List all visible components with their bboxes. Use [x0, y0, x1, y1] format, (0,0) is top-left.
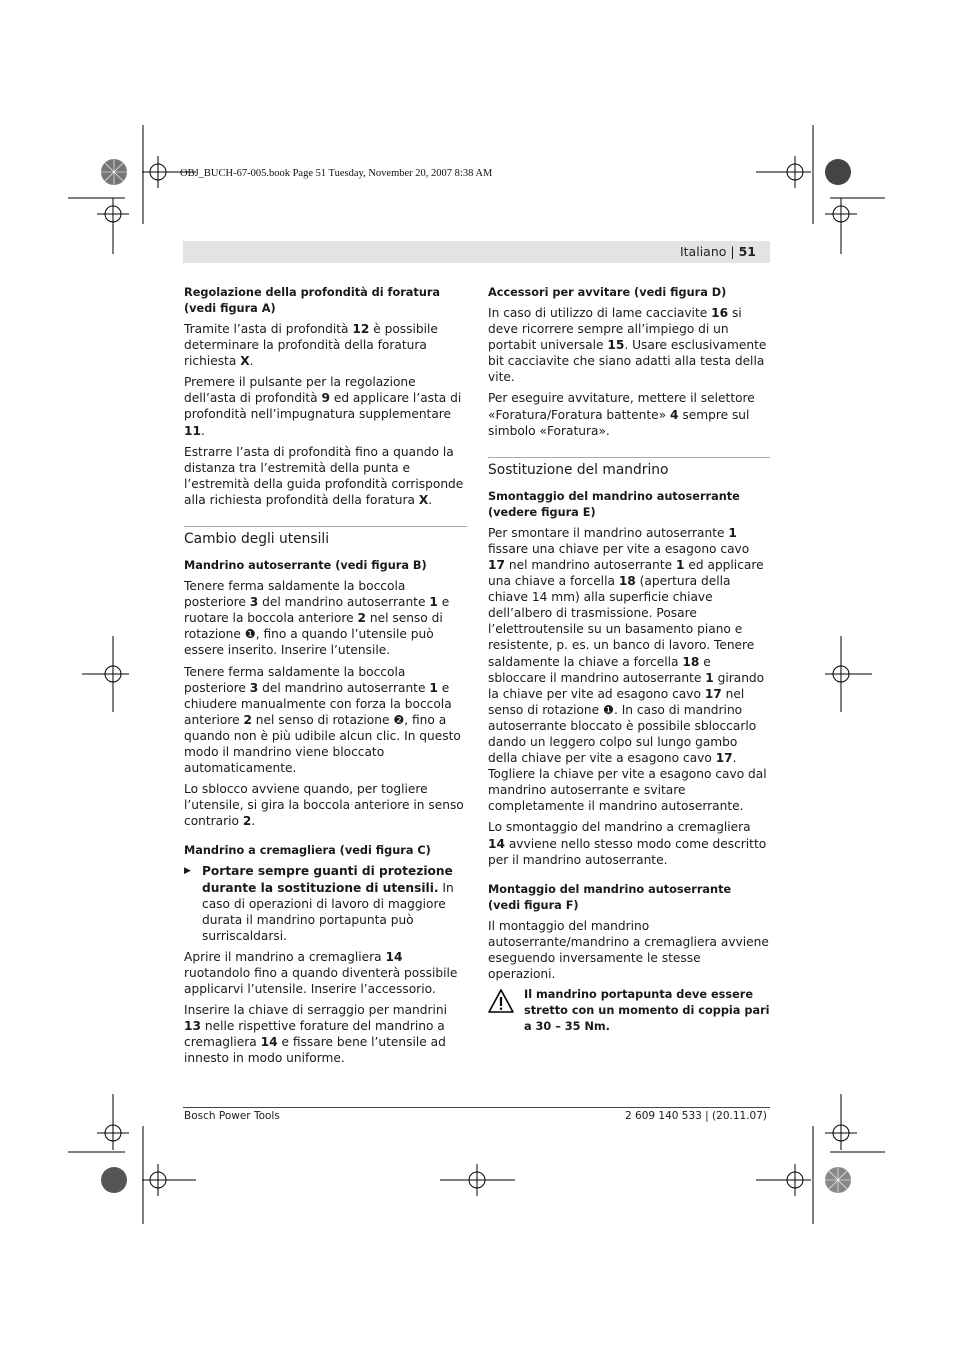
paragraph: Lo sblocco avviene quando, per togliere l’utensile, si gira la boccola anteriore in senso contrario 2. [184, 782, 464, 829]
paragraph: Estrarre l’asta di profondità fino a quando la distanza tra l’estremità della punta e l’estremità della guida profondità corrisponde alla richiesta profondità della foratura X. [184, 444, 464, 507]
footer-doc-number: 2 609 140 533 | (20.11.07) [625, 1110, 767, 1122]
header-separator: | [730, 244, 735, 259]
subheading-screwdriving: Accessori per avvitare (vedi figura D) [488, 286, 727, 299]
warning-note [488, 987, 770, 1035]
paragraph: Premere il pulsante per la regolazione dell’asta di profondità 9 ed applicare l’asta di profondità nell’impugnatura supplementare 11. [184, 375, 462, 438]
paragraph: In caso di utilizzo di lame cacciavite 16 si deve ricorrere sempre all’impiego di un portabit universale 15. Usare esclusivamente bit cacciavite che siano adatti alla testa della vite. [488, 306, 767, 385]
footer-divider [183, 1107, 770, 1108]
paragraph: Inserire la chiave di serraggio per mandrini 13 nelle rispettive forature del mandrino a cremagliera 14 e fissare bene l’utensile ad innesto in modo uniforme. [184, 1003, 448, 1066]
footer-brand: Bosch Power Tools [184, 1110, 280, 1122]
paragraph: Per eseguire avvitature, mettere il selettore «Foratura/Foratura battente» 4 sempre sul simbolo «Foratura». [488, 391, 755, 438]
bullet-triangle-icon: ▶ [184, 866, 191, 877]
subheading-chuck-removal: Smontaggio del mandrino autoserrante (vedere figura E) [488, 489, 740, 519]
page-header-bar [183, 241, 770, 263]
paragraph: Tenere ferma saldamente la boccola posteriore 3 del mandrino autoserrante 1 e ruotare la boccola anteriore 2 nel senso di rotazione ❶, fino a quando l’utensile può essere inserito. Inserire l’utensile. [184, 579, 450, 658]
paragraph: Tramite l’asta di profondità 12 è possibile determinare la profondità della foratura richiesta X. [184, 322, 438, 369]
section-heading-chuck-replacement: Sostituzione del mandrino [488, 457, 770, 479]
section-heading-tool-change: Cambio degli utensili [184, 526, 467, 548]
paragraph: Il montaggio del mandrino autoserrante/mandrino a cremagliera avviene eseguendo inversamente le stesse operazioni. [488, 918, 769, 981]
warning-text: Il mandrino portapunta deve essere stretto con un momento di coppia pari a 30 – 35 Nm. [524, 988, 770, 1034]
safety-bullet: ▶ Portare sempre guanti di protezione durante la sostituzione di utensili. In caso di operazioni di lavoro di maggiore durata il mandrino portapunta può surriscaldarsi. [184, 864, 454, 943]
paragraph: Tenere ferma saldamente la boccola posteriore 3 del mandrino autoserrante 1 e chiudere manualmente con forza la boccola anteriore 2 nel senso di rotazione ❷, fino a quando non è più udibile alcun clic. In questo modo il mandrino viene bloccato automaticamente. [184, 664, 461, 776]
book-info-line: OBJ_BUCH-67-005.book Page 51 Tuesday, November 20, 2007 8:38 AM [180, 168, 493, 179]
header-language-page [680, 243, 756, 260]
warning-triangle-icon [488, 987, 524, 1035]
right-column [488, 285, 770, 1035]
paragraph: Per smontare il mandrino autoserrante 1 fissare una chiave per vite a esagono cavo 17 nel mandrino autoserrante 1 ed applicare una chiave a forcella 18 (apertura della chiave 14 mm) alla superficie chiave dell’albero di trasmissione. Posare l’elettroutensile su un basamento piano e resistente, p. es. un banco di lavoro. Tenere saldamente la chiave a forcella 18 e sbloccare il mandrino autoserrante 1 girando la chiave per vite ad esagono cavo 17 nel senso di rotazione ❶. In caso di mandrino autoserrante bloccato è possibile sbloccarlo dando un leggero colpo sul lungo gambo della chiave per vite a esagono cavo 17. Togliere la chiave per vite a esagono cavo dal mandrino autoserrante e svitare completamente il mandrino autoserrante. [488, 525, 767, 814]
subheading-chuck-mounting: Montaggio del mandrino autoserrante (vedi figura F) [488, 882, 732, 912]
left-column [184, 285, 467, 1072]
paragraph: Lo smontaggio del mandrino a cremagliera 14 avviene nello stesso modo come descritto per il mandrino autoserrante. [488, 820, 767, 867]
page-number: 51 [738, 244, 756, 259]
header-language: Italiano [679, 244, 727, 259]
subheading-key-chuck: Mandrino a cremagliera (vedi figura C) [184, 844, 431, 858]
subheading-keyless-chuck: Mandrino autoserrante (vedi figura B) [184, 559, 427, 573]
depth-adjust-heading: Regolazione della profondità di foratura (vedi figura A) [184, 286, 441, 315]
paragraph: Aprire il mandrino a cremagliera 14 ruotandolo fino a quando diventerà possibile applicarvi l’utensile. Inserire l’accessorio. [184, 949, 458, 997]
